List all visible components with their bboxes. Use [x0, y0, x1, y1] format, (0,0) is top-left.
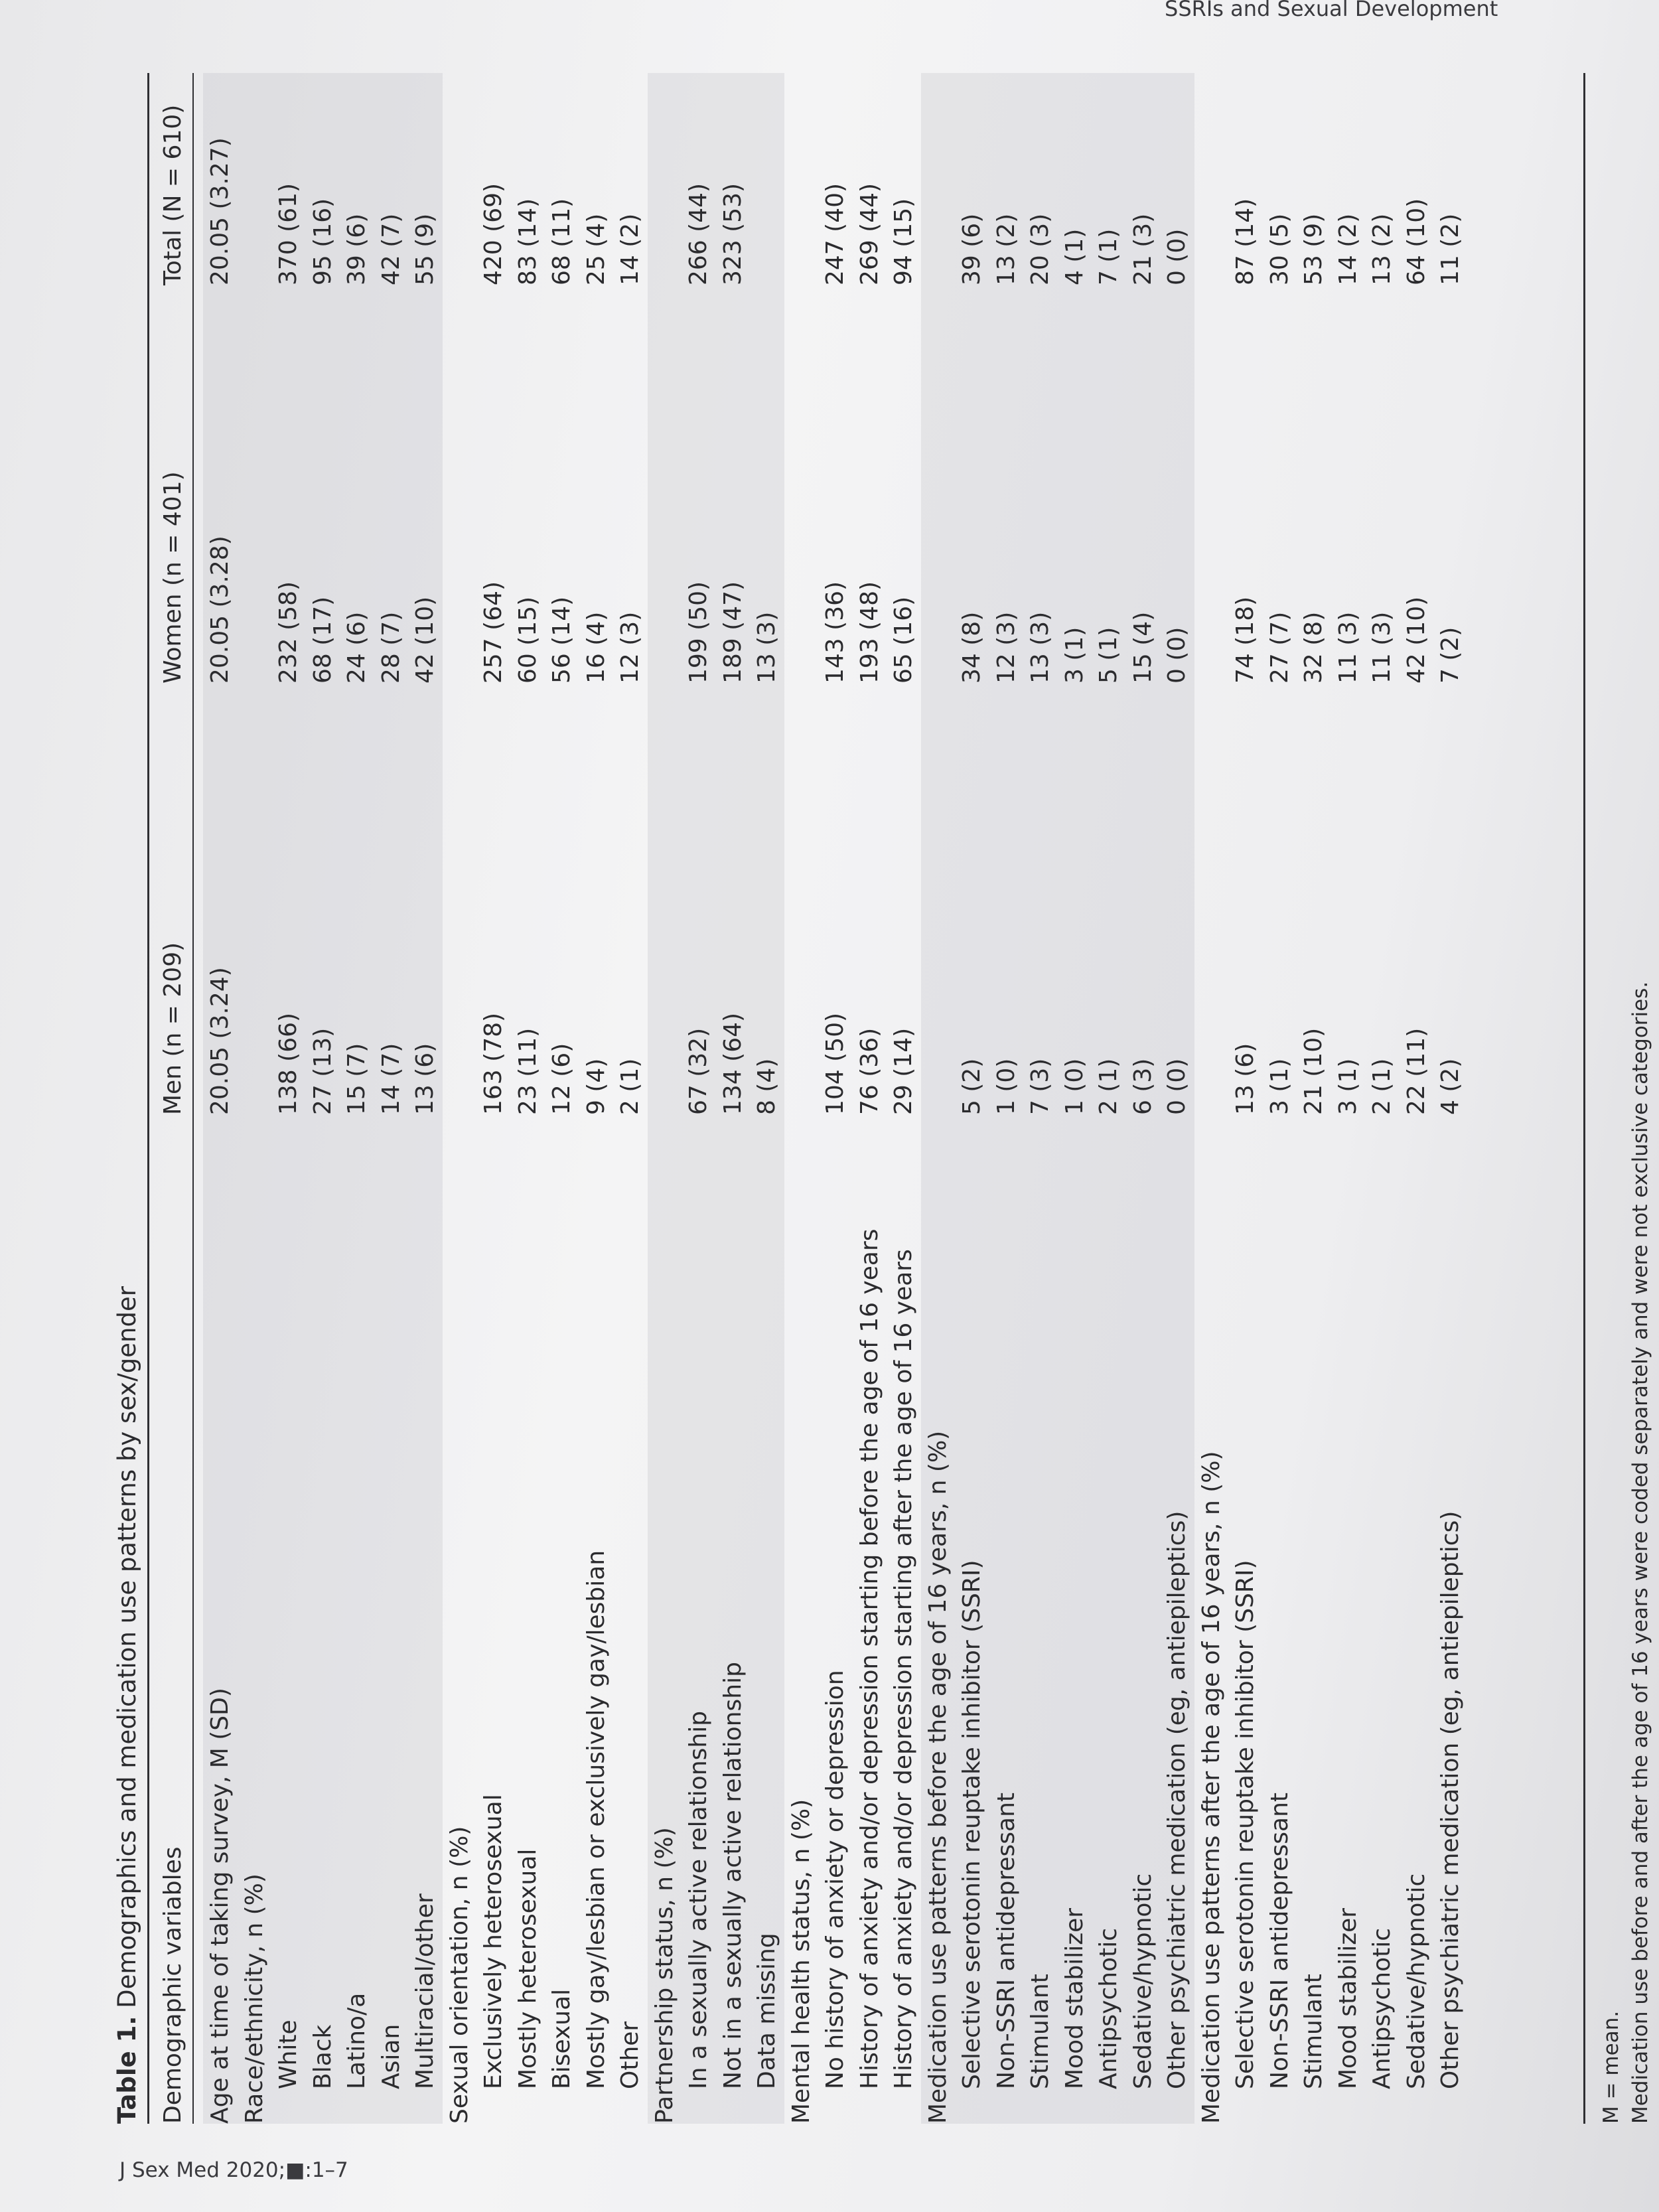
table-row [750, 73, 784, 2124]
cell-men: 163 (78) [480, 1012, 507, 1115]
cell-women: 42 (10) [1402, 596, 1430, 684]
cell-men: 13 (6) [411, 1043, 439, 1115]
cell-women: 24 (6) [343, 611, 370, 684]
table-row [374, 73, 409, 2124]
row-label: White [275, 2020, 302, 2089]
row-label: Sexual orientation, n (%) [445, 1826, 473, 2124]
caption-label: Table 1. [113, 2016, 141, 2124]
table-row [818, 73, 853, 2124]
cell-women: 20.05 (3.28) [206, 536, 234, 684]
row-label: In a sexually active relationship [685, 1710, 712, 2089]
header-men: Men (n = 209) [159, 942, 186, 1115]
cell-men: 3 (1) [1334, 1058, 1362, 1115]
cell-men: 2 (1) [616, 1058, 644, 1115]
cell-men: 2 (1) [1095, 1058, 1122, 1115]
table-row [955, 73, 989, 2124]
cell-total: 53 (9) [1300, 213, 1327, 285]
table-caption [113, 1286, 141, 2124]
cell-men: 13 (6) [1232, 1043, 1259, 1115]
row-label: Age at time of taking survey, M (SD) [206, 1688, 234, 2124]
cell-total: 39 (6) [958, 213, 985, 285]
table-row [511, 73, 545, 2124]
caption-text: Demographics and medication use patterns by sex/gender [113, 1286, 141, 2008]
cell-women: 68 (17) [309, 596, 336, 684]
running-head: SSRIs and Sexual Development [1165, 0, 1498, 21]
table-row [1194, 73, 1229, 2124]
row-label: Mood stabilizer [1334, 1907, 1362, 2089]
table-row [1160, 73, 1194, 2124]
row-label: Non-SSRI antidepressant [1265, 1792, 1293, 2089]
table-row [1126, 73, 1161, 2124]
cell-women: 7 (2) [1437, 627, 1464, 684]
table-row [784, 73, 819, 2124]
row-label: Stimulant [1027, 1974, 1054, 2089]
cell-total: 370 (61) [275, 183, 302, 285]
cell-total: 83 (14) [514, 198, 541, 285]
cell-women: 42 (10) [411, 596, 439, 684]
cell-men: 8 (4) [753, 1058, 780, 1115]
table-row [1433, 73, 1468, 2124]
cell-women: 5 (1) [1095, 627, 1122, 684]
row-label: Antipsychotic [1368, 1927, 1396, 2089]
cell-men: 23 (11) [514, 1027, 541, 1115]
row-label: Non-SSRI antidepressant [992, 1792, 1020, 2089]
row-label: Selective serotonin reuptake inhibitor (SSRI) [958, 1560, 985, 2089]
cell-total: 266 (44) [685, 183, 712, 285]
header-rule [192, 73, 194, 2124]
cell-men: 12 (6) [548, 1043, 575, 1115]
note-abbreviation: M = mean. [1599, 2010, 1623, 2124]
row-label: Mental health status, n (%) [787, 1799, 815, 2124]
cell-total: 21 (3) [1129, 213, 1157, 285]
cell-women: 11 (3) [1334, 611, 1362, 684]
row-label: History of anxiety and/or depression starting before the age of 16 years [855, 1228, 883, 2089]
cell-total: 13 (2) [1368, 213, 1396, 285]
cell-women: 65 (16) [890, 596, 917, 684]
row-label: History of anxiety and/or depression starting after the age of 16 years [890, 1249, 917, 2089]
row-label: Latino/a [343, 1992, 370, 2089]
cell-total: 20 (3) [1027, 213, 1054, 285]
cell-men: 22 (11) [1402, 1027, 1430, 1115]
cell-total: 39 (6) [343, 213, 370, 285]
row-label: Other psychiatric medication (eg, antiepileptics) [1437, 1511, 1464, 2089]
row-label: Other psychiatric medication (eg, antiepileptics) [1163, 1511, 1190, 2089]
row-label: Mostly gay/lesbian or exclusively gay/lesbian [582, 1550, 610, 2089]
cell-women: 12 (3) [616, 611, 644, 684]
cell-women: 13 (3) [753, 611, 780, 684]
row-label: Selective serotonin reuptake inhibitor (SSRI) [1232, 1560, 1259, 2089]
cell-men: 3 (1) [1265, 1058, 1293, 1115]
cell-total: 64 (10) [1402, 198, 1430, 285]
row-label: Medication use patterns before the age of 16 years, n (%) [924, 1430, 952, 2124]
cell-total: 30 (5) [1265, 213, 1293, 285]
cell-women: 56 (14) [548, 596, 575, 684]
table-row [887, 73, 921, 2124]
row-label: Partnership status, n (%) [650, 1827, 678, 2124]
header-total: Total (N = 610) [159, 104, 186, 285]
table-row [476, 73, 511, 2124]
table-row [1228, 73, 1263, 2124]
cell-women: 143 (36) [822, 581, 849, 684]
cell-total: 247 (40) [822, 183, 849, 285]
cell-men: 2 (1) [1368, 1058, 1396, 1115]
cell-men: 27 (13) [309, 1027, 336, 1115]
row-label: Sedative/hypnotic [1402, 1873, 1430, 2089]
cell-women: 28 (7) [377, 611, 405, 684]
cell-total: 420 (69) [480, 183, 507, 285]
cell-women: 32 (8) [1300, 611, 1327, 684]
cell-women: 74 (18) [1232, 596, 1259, 684]
rotated-table-block [113, 73, 1652, 2124]
table-row [682, 73, 716, 2124]
cell-women: 12 (3) [992, 611, 1020, 684]
row-label: Stimulant [1300, 1974, 1327, 2089]
cell-men: 134 (64) [719, 1012, 747, 1115]
cell-men: 29 (14) [890, 1027, 917, 1115]
cell-total: 42 (7) [377, 213, 405, 285]
cell-total: 68 (11) [548, 198, 575, 285]
journal-reference: J Sex Med 2020;■:1–7 [119, 2158, 348, 2182]
cell-men: 0 (0) [1163, 1058, 1190, 1115]
row-label: Exclusively heterosexual [480, 1794, 507, 2089]
cell-women: 3 (1) [1060, 627, 1088, 684]
cell-total: 0 (0) [1163, 228, 1190, 285]
cell-women: 13 (3) [1027, 611, 1054, 684]
cell-women: 193 (48) [855, 581, 883, 684]
cell-total: 94 (15) [890, 198, 917, 285]
table-row [271, 73, 306, 2124]
table-row [1092, 73, 1126, 2124]
row-label: Race/ethnicity, n (%) [240, 1874, 268, 2124]
table-row [408, 73, 443, 2124]
cell-total: 4 (1) [1060, 228, 1088, 285]
cell-total: 14 (2) [616, 213, 644, 285]
table-row [340, 73, 374, 2124]
cell-women: 15 (4) [1129, 611, 1157, 684]
table-body [203, 73, 1468, 2124]
table-row [203, 73, 238, 2124]
bottom-rule [1583, 73, 1585, 2124]
cell-total: 323 (53) [719, 183, 747, 285]
table-row [1058, 73, 1092, 2124]
table-row [613, 73, 648, 2124]
cell-women: 16 (4) [582, 611, 610, 684]
table-row [579, 73, 614, 2124]
cell-women: 34 (8) [958, 611, 985, 684]
table-header [153, 73, 191, 2124]
cell-total: 14 (2) [1334, 213, 1362, 285]
cell-total: 11 (2) [1437, 213, 1464, 285]
cell-men: 1 (0) [1060, 1058, 1088, 1115]
cell-total: 269 (44) [855, 183, 883, 285]
cell-women: 257 (64) [480, 581, 507, 684]
cell-women: 199 (50) [685, 581, 712, 684]
table-row [1297, 73, 1331, 2124]
cell-men: 9 (4) [582, 1058, 610, 1115]
cell-women: 0 (0) [1163, 627, 1190, 684]
cell-total: 20.05 (3.27) [206, 137, 234, 285]
table-row [238, 73, 272, 2124]
row-label: Mood stabilizer [1060, 1907, 1088, 2089]
note-medication: Medication use before and after the age of 16 years were coded separately and were not exclusive categories. [1628, 981, 1652, 2124]
table-row [1365, 73, 1400, 2124]
cell-women: 27 (7) [1265, 611, 1293, 684]
row-label: Multiracial/other [411, 1893, 439, 2089]
table-row [853, 73, 887, 2124]
cell-men: 67 (32) [685, 1027, 712, 1115]
cell-total: 13 (2) [992, 213, 1020, 285]
cell-women: 232 (58) [275, 581, 302, 684]
cell-men: 1 (0) [992, 1058, 1020, 1115]
row-label: Asian [377, 2024, 405, 2089]
table-row [921, 73, 956, 2124]
row-label: Sedative/hypnotic [1129, 1873, 1157, 2089]
table-row [443, 73, 477, 2124]
table-row [306, 73, 340, 2124]
cell-men: 6 (3) [1129, 1058, 1157, 1115]
table-row [1331, 73, 1366, 2124]
cell-men: 138 (66) [275, 1012, 302, 1115]
row-label: Black [309, 2024, 336, 2089]
row-label: No history of anxiety or depression [822, 1670, 849, 2089]
cell-men: 7 (3) [1027, 1058, 1054, 1115]
row-label: Other [616, 2021, 644, 2089]
cell-women: 60 (15) [514, 596, 541, 684]
cell-men: 14 (7) [377, 1043, 405, 1115]
table-notes [1597, 982, 1655, 2124]
row-label: Mostly heterosexual [514, 1848, 541, 2089]
cell-men: 4 (2) [1437, 1058, 1464, 1115]
cell-men: 104 (50) [822, 1012, 849, 1115]
table-row [989, 73, 1024, 2124]
cell-total: 95 (16) [309, 198, 336, 285]
header-women: Women (n = 401) [159, 471, 186, 684]
table-row [545, 73, 579, 2124]
row-label: Medication use patterns after the age of 16 years, n (%) [1197, 1451, 1225, 2124]
cell-men: 76 (36) [855, 1027, 883, 1115]
cell-men: 5 (2) [958, 1058, 985, 1115]
cell-men: 21 (10) [1300, 1027, 1327, 1115]
cell-women: 11 (3) [1368, 611, 1396, 684]
row-label: Data missing [753, 1933, 780, 2089]
table-row [1400, 73, 1434, 2124]
row-label: Bisexual [548, 1988, 575, 2089]
table-row [1023, 73, 1058, 2124]
row-label: Not in a sexually active relationship [719, 1662, 747, 2089]
cell-total: 25 (4) [582, 213, 610, 285]
top-rule [147, 73, 149, 2124]
table-row [648, 73, 682, 2124]
header-variables: Demographic variables [159, 1846, 186, 2124]
cell-men: 15 (7) [343, 1043, 370, 1115]
row-label: Antipsychotic [1095, 1927, 1122, 2089]
cell-women: 189 (47) [719, 581, 747, 684]
table-row [1263, 73, 1297, 2124]
cell-total: 7 (1) [1095, 228, 1122, 285]
cell-men: 20.05 (3.24) [206, 967, 234, 1115]
cell-total: 87 (14) [1232, 198, 1259, 285]
cell-total: 55 (9) [411, 213, 439, 285]
table-row [716, 73, 751, 2124]
